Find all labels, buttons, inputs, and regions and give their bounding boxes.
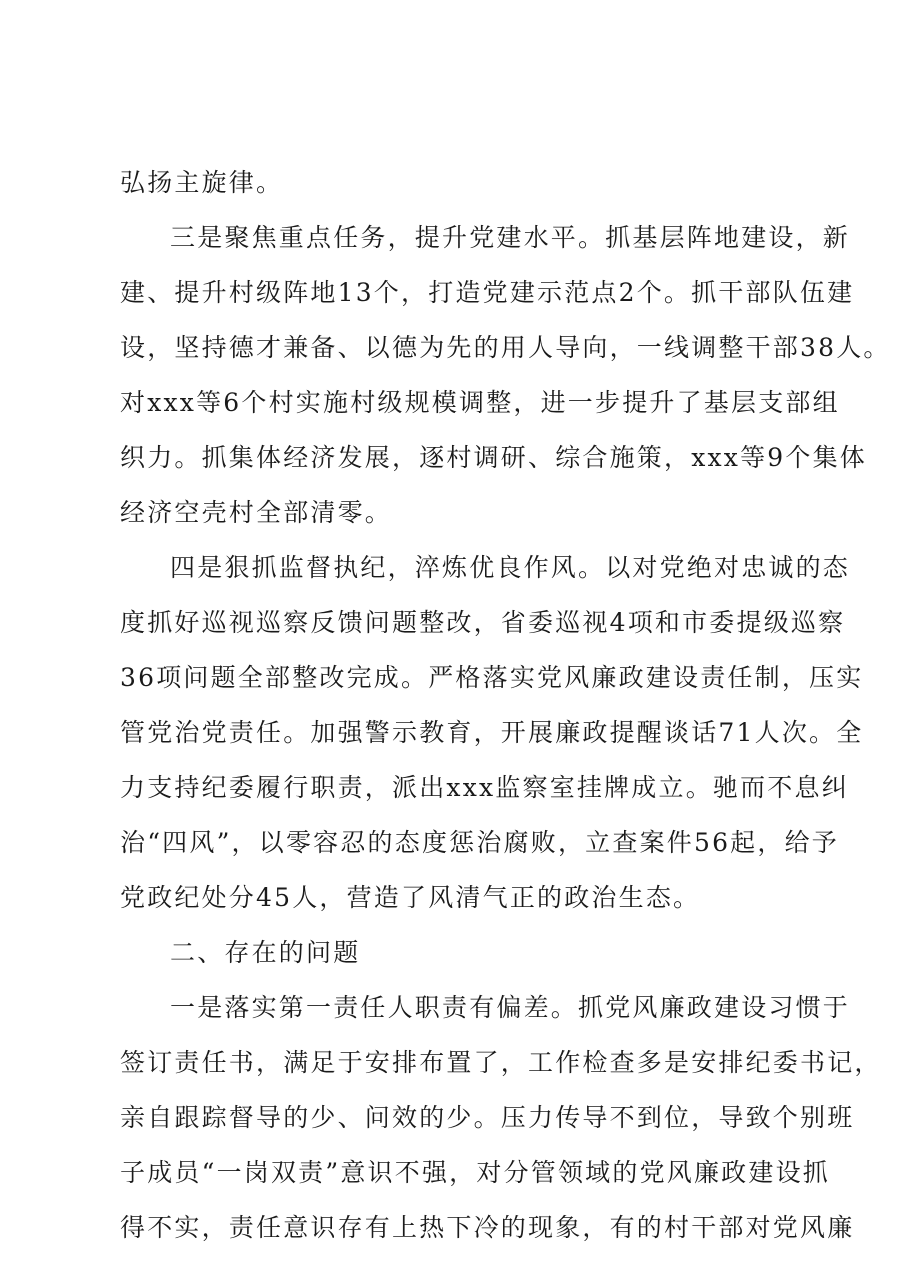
text-line: 力支持纪委履行职责，派出xxx监察室挂牌成立。驰而不息纠 (120, 773, 849, 802)
text-line: 织力。抓集体经济发展，逐村调研、综合施策，xxx等9个集体 (120, 443, 868, 472)
text-line: 亲自跟踪督导的少、问效的少。压力传导不到位，导致个别班 (120, 1103, 855, 1132)
paragraph-start-line: 一是落实第一责任人职责有偏差。抓党风廉政建设习惯于 (170, 993, 851, 1022)
text-line: 建、提升村级阵地13个，打造党建示范点2个。抓干部队伍建 (120, 278, 855, 307)
text-line: 治“四风”，以零容忍的态度惩治腐败，立查案件56起，给予 (120, 828, 839, 857)
text-line: 弘扬主旋律。 (120, 168, 284, 197)
text-line: 签订责任书，满足于安排布置了，工作检查多是安排纪委书记， (120, 1048, 882, 1077)
text-line: 经济空壳村全部清零。 (120, 498, 393, 527)
text-line: 度抓好巡视巡察反馈问题整改，省委巡视4项和市委提级巡察 (120, 608, 846, 637)
paragraph-start-line: 三是聚焦重点任务，提升党建水平。抓基层阵地建设，新 (170, 223, 851, 252)
text-line: 36项问题全部整改完成。严格落实党风廉政建设责任制，压实 (120, 663, 864, 692)
text-line: 党政纪处分45人，营造了风清气正的政治生态。 (120, 883, 701, 912)
text-line: 得不实，责任意识存有上热下冷的现象，有的村干部对党风廉 (120, 1213, 855, 1242)
text-line: 管党治党责任。加强警示教育，开展廉政提醒谈话71人次。全 (120, 718, 864, 747)
text-line: 设，坚持德才兼备、以德为先的用人导向，一线调整干部38人。 (120, 333, 891, 362)
text-line: 子成员“一岗双责”意识不强，对分管领域的党风廉政建设抓 (120, 1158, 830, 1187)
paragraph-start-line: 四是狠抓监督执纪，淬炼优良作风。以对党绝对忠诚的态 (170, 553, 851, 582)
text-line: 对xxx等6个村实施村级规模调整，进一步提升了基层支部组 (120, 388, 840, 417)
section-heading: 二、存在的问题 (170, 938, 361, 967)
